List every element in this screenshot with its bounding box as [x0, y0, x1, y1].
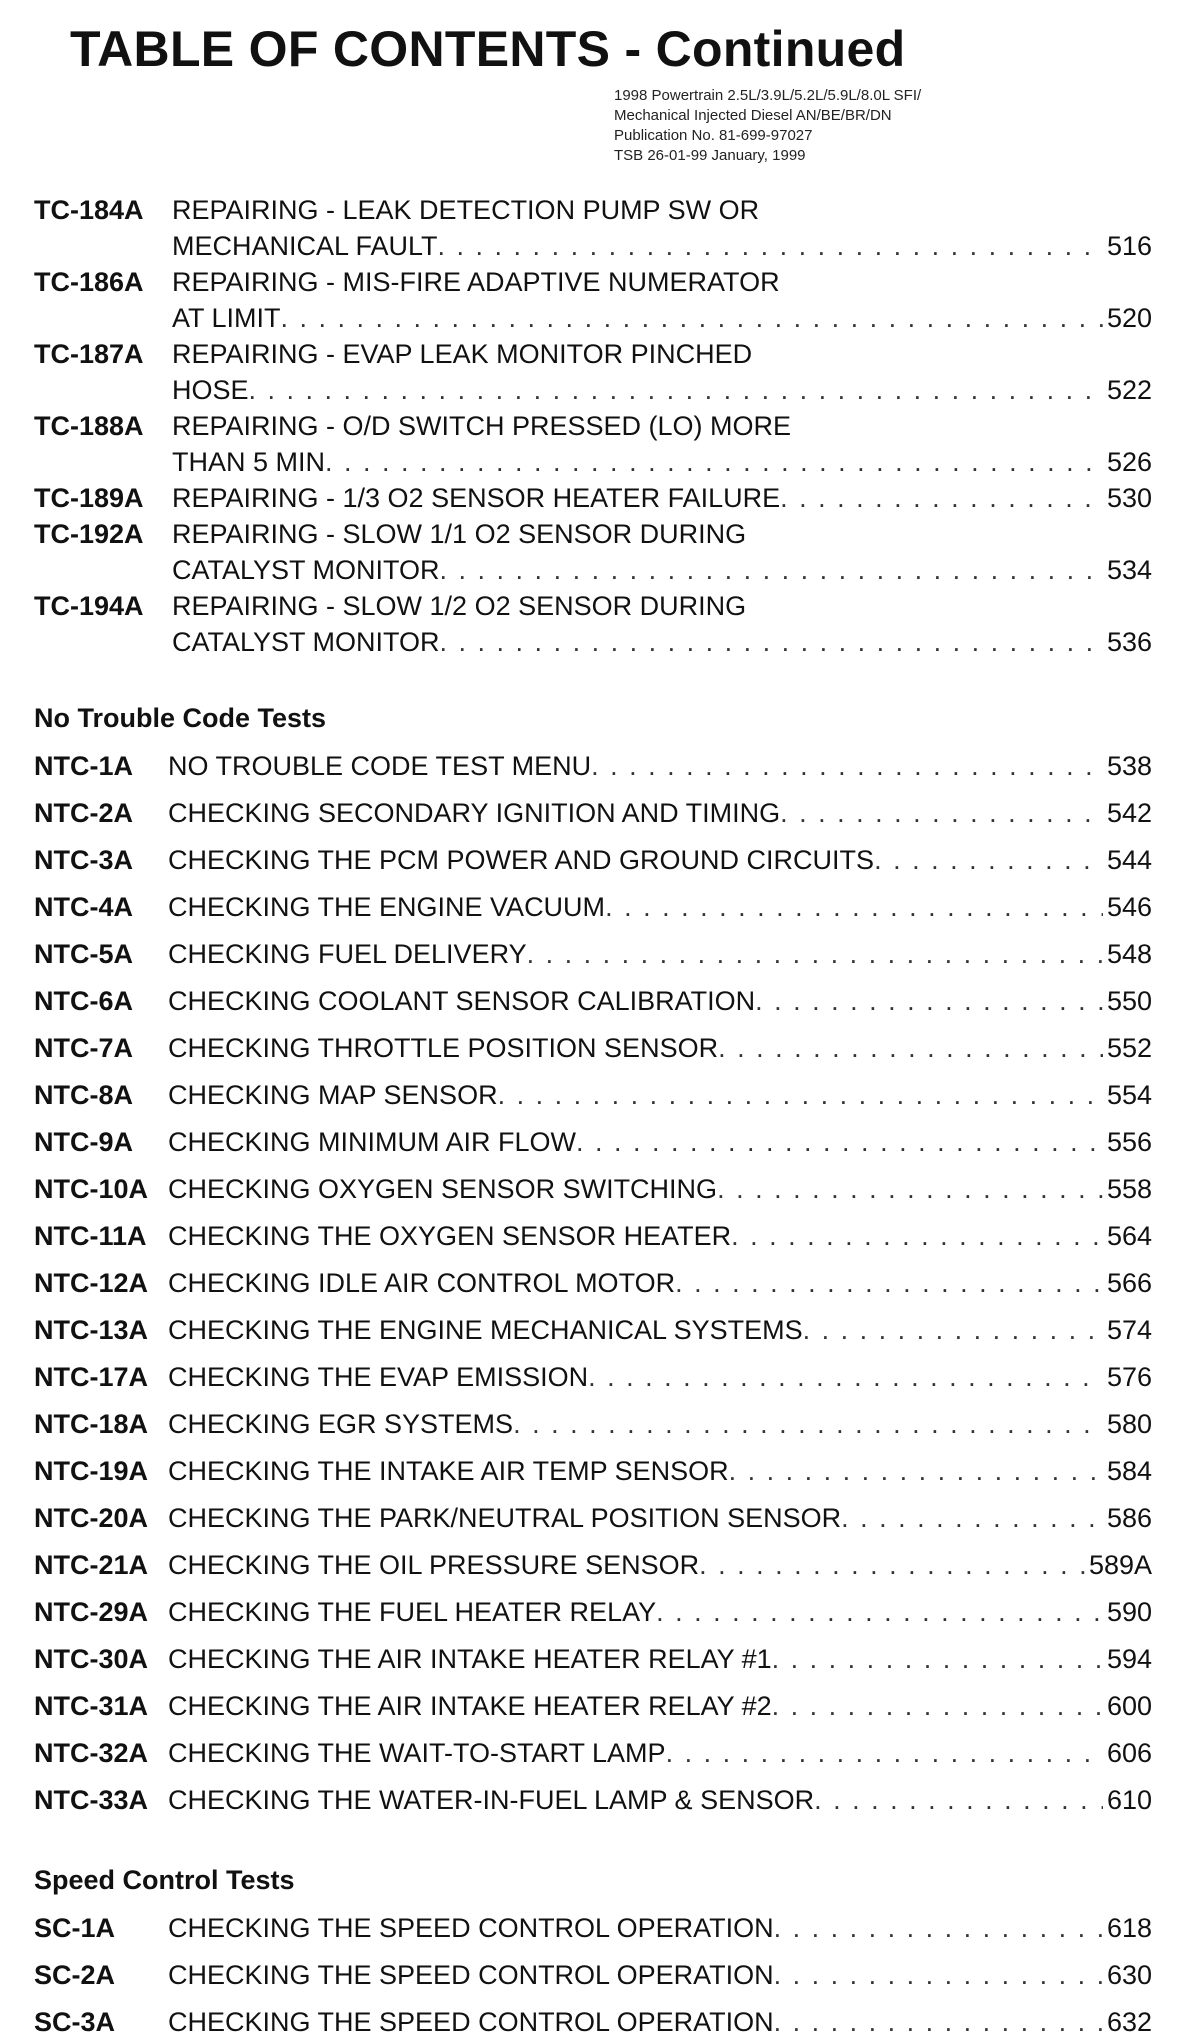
toc-entry-line: [168, 889, 1152, 925]
toc-entry-title: REPAIRING - EVAP LEAK MONITOR PINCHED: [172, 339, 753, 369]
pub-line: 1998 Powertrain 2.5L/3.9L/5.2L/5.9L/8.0L SFI/: [614, 87, 922, 104]
toc-entry-line: [168, 1359, 1152, 1395]
toc-entry-title: NO TROUBLE CODE TEST MENU: [168, 751, 592, 781]
dot-leader: [780, 480, 1103, 516]
toc-entry-line: [168, 1124, 1152, 1160]
dot-leader: [675, 1265, 1103, 1301]
section-heading: No Trouble Code Tests: [34, 703, 327, 733]
toc-entry-title: REPAIRING - O/D SWITCH PRESSED (LO) MORE: [172, 411, 792, 441]
toc-entry-title: CHECKING IDLE AIR CONTROL MOTOR: [168, 1268, 676, 1298]
toc-entry-code: NTC-29A: [34, 1597, 149, 1627]
toc-entry-title: CHECKING MAP SENSOR: [168, 1080, 498, 1110]
toc-page-number: 590: [1106, 1597, 1152, 1627]
toc-page-number: 630: [1106, 1960, 1152, 1990]
dot-leader: [666, 1735, 1103, 1771]
toc-entry-title: THAN 5 MIN: [172, 447, 326, 477]
toc-entry-title: CATALYST MONITOR: [172, 627, 440, 657]
dot-leader: [841, 1500, 1103, 1536]
toc-page-number: 564: [1106, 1221, 1152, 1251]
toc-page-number: 632: [1106, 2007, 1152, 2037]
toc-entry-title: MECHANICAL FAULT: [172, 231, 438, 261]
toc-entry-code: NTC-13A: [34, 1315, 149, 1345]
dot-leader: [774, 1957, 1103, 1993]
toc-entry-code: NTC-2A: [34, 798, 133, 828]
toc-entry-code: NTC-17A: [34, 1362, 149, 1392]
dot-leader: [591, 748, 1103, 784]
toc-page-number: 546: [1106, 892, 1152, 922]
toc-page-number: 556: [1106, 1127, 1152, 1157]
toc-entry-title: CHECKING COOLANT SENSOR CALIBRATION: [168, 986, 756, 1016]
toc-entry-line: [168, 1312, 1152, 1348]
toc-page-number: 520: [1106, 303, 1152, 333]
toc-entry-line: [172, 372, 1152, 408]
toc-entry-line: [168, 1547, 1152, 1583]
dot-leader: [656, 1594, 1103, 1630]
toc-entry-title: REPAIRING - SLOW 1/1 O2 SENSOR DURING: [172, 519, 747, 549]
toc-entry-title: CATALYST MONITOR: [172, 555, 440, 585]
toc-entry-line: [168, 842, 1152, 878]
toc-page-number: 610: [1106, 1785, 1152, 1815]
toc-page-number: 580: [1106, 1409, 1152, 1439]
toc-entry-line: [168, 1030, 1152, 1066]
toc-entry-title: CHECKING THE PCM POWER AND GROUND CIRCUITS: [168, 845, 875, 875]
toc-page-number: 574: [1106, 1315, 1152, 1345]
toc-entry-title: REPAIRING - LEAK DETECTION PUMP SW OR: [172, 195, 760, 225]
toc-page-number: 530: [1106, 483, 1152, 513]
toc-entry-code: NTC-9A: [34, 1127, 133, 1157]
toc-entry-code: TC-194A: [34, 591, 144, 621]
page-title: TABLE OF CONTENTS - Continued: [70, 21, 906, 77]
toc-entry-code: NTC-7A: [34, 1033, 133, 1063]
toc-page-number: 589A: [1088, 1550, 1152, 1580]
toc-entry-title: REPAIRING - 1/3 O2 SENSOR HEATER FAILURE: [172, 483, 781, 513]
dot-leader: [731, 1218, 1103, 1254]
dot-leader: [874, 842, 1103, 878]
toc-entry-code: NTC-21A: [34, 1550, 149, 1580]
toc-page-number: 606: [1106, 1738, 1152, 1768]
dot-leader: [803, 1312, 1103, 1348]
toc-page-number: 618: [1106, 1913, 1152, 1943]
toc-entry-code: NTC-3A: [34, 845, 133, 875]
toc-entry-title: CHECKING THE PARK/NEUTRAL POSITION SENSOR: [168, 1503, 842, 1533]
toc-entry-code: NTC-10A: [34, 1174, 149, 1204]
toc-entry-line: [168, 1957, 1152, 1993]
dot-leader: [440, 624, 1103, 660]
toc-entry-line: [168, 1218, 1152, 1254]
toc-entry-code: NTC-5A: [34, 939, 133, 969]
toc-entry-line: [168, 1641, 1152, 1677]
dot-leader: [774, 1910, 1103, 1946]
dot-leader: [438, 228, 1103, 264]
pub-line: Publication No. 81-699-97027: [614, 127, 813, 144]
toc-entry-title: REPAIRING - MIS-FIRE ADAPTIVE NUMERATOR: [172, 267, 780, 297]
toc-entry-line: [168, 1077, 1152, 1113]
toc-page-number: 576: [1106, 1362, 1152, 1392]
toc-entry-line: [172, 228, 1152, 264]
toc-page-number: 600: [1106, 1691, 1152, 1721]
toc-entry-line: [168, 1688, 1152, 1724]
toc-entry-line: [168, 1265, 1152, 1301]
toc-page-number: 522: [1106, 375, 1152, 405]
pub-line: Mechanical Injected Diesel AN/BE/BR/DN: [614, 107, 892, 124]
toc-page-number: 526: [1106, 447, 1152, 477]
toc-page-number: 552: [1106, 1033, 1152, 1063]
toc-entry-code: NTC-32A: [34, 1738, 149, 1768]
toc-entry-line: [168, 1453, 1152, 1489]
toc-page-number: 536: [1106, 627, 1152, 657]
toc-page-number: 584: [1106, 1456, 1152, 1486]
dot-leader: [498, 1077, 1103, 1113]
dot-leader: [527, 936, 1103, 972]
dot-leader: [780, 795, 1103, 831]
toc-entry-title: CHECKING THE FUEL HEATER RELAY: [168, 1597, 657, 1627]
toc-entry-line: [168, 983, 1152, 1019]
toc-entry-line: [172, 480, 1152, 516]
toc-entry-line: [168, 748, 1152, 784]
toc-entry-line: [172, 444, 1152, 480]
toc-page-number: 534: [1106, 555, 1152, 585]
toc-entry-title: CHECKING THE AIR INTAKE HEATER RELAY #2: [168, 1691, 772, 1721]
toc-entry-title: CHECKING THE SPEED CONTROL OPERATION: [168, 1960, 774, 1990]
toc-page-number: 566: [1106, 1268, 1152, 1298]
toc-entry-title: CHECKING THE EVAP EMISSION: [168, 1362, 589, 1392]
toc-entry-title: REPAIRING - SLOW 1/2 O2 SENSOR DURING: [172, 591, 747, 621]
toc-entry-title: AT LIMIT: [172, 303, 281, 333]
toc-page-number: 516: [1106, 231, 1152, 261]
toc-entry-code: NTC-33A: [34, 1785, 149, 1815]
toc-entry-line: [168, 1406, 1152, 1442]
toc-entry-code: SC-1A: [34, 1913, 116, 1943]
toc-entry-line: [168, 936, 1152, 972]
toc-entry-title: CHECKING OXYGEN SENSOR SWITCHING: [168, 1174, 718, 1204]
toc-entry-code: NTC-30A: [34, 1644, 149, 1674]
dot-leader: [588, 1359, 1103, 1395]
toc-page-number: 544: [1106, 845, 1152, 875]
dot-leader: [281, 300, 1103, 336]
dot-leader: [729, 1453, 1103, 1489]
dot-leader: [755, 983, 1103, 1019]
toc-entry-title: CHECKING EGR SYSTEMS: [168, 1409, 514, 1439]
dot-leader: [576, 1124, 1103, 1160]
toc-page-number: 538: [1106, 751, 1152, 781]
dot-leader: [513, 1406, 1103, 1442]
dot-leader: [249, 372, 1103, 408]
toc-entry-line: [168, 1735, 1152, 1771]
toc-page-number: 542: [1106, 798, 1152, 828]
toc-page-number: 548: [1106, 939, 1152, 969]
toc-entry-title: CHECKING MINIMUM AIR FLOW: [168, 1127, 577, 1157]
dot-leader: [717, 1171, 1103, 1207]
toc-page-number: 594: [1106, 1644, 1152, 1674]
dot-leader: [440, 552, 1103, 588]
toc-entry-code: TC-187A: [34, 339, 144, 369]
toc-entry-title: CHECKING THE WAIT-TO-START LAMP: [168, 1738, 666, 1768]
toc-entry-line: [168, 1594, 1152, 1630]
toc-entry-line: [172, 552, 1152, 588]
toc-entry-line: [168, 1500, 1152, 1536]
dot-leader: [814, 1782, 1103, 1818]
publication-info: [614, 86, 921, 166]
toc-entry-title: CHECKING THE ENGINE MECHANICAL SYSTEMS: [168, 1315, 803, 1345]
toc-entry-code: NTC-4A: [34, 892, 133, 922]
toc-entry-code: NTC-19A: [34, 1456, 149, 1486]
toc-entry-title: HOSE: [172, 375, 249, 405]
dot-leader: [605, 889, 1103, 925]
dot-leader: [718, 1030, 1103, 1066]
toc-entry-title: CHECKING THROTTLE POSITION SENSOR: [168, 1033, 719, 1063]
toc-entry-title: CHECKING THE WATER-IN-FUEL LAMP & SENSOR: [168, 1785, 815, 1815]
toc-entry-code: SC-2A: [34, 1960, 116, 1990]
section-heading: Speed Control Tests: [34, 1865, 295, 1895]
toc-entry-code: NTC-31A: [34, 1691, 149, 1721]
toc-entry-code: NTC-18A: [34, 1409, 149, 1439]
dot-leader: [699, 1547, 1085, 1583]
pub-line: TSB 26-01-99 January, 1999: [614, 147, 806, 164]
toc-entry-title: CHECKING THE OIL PRESSURE SENSOR: [168, 1550, 700, 1580]
dot-leader: [774, 2004, 1103, 2040]
toc-entry-code: TC-188A: [34, 411, 144, 441]
dot-leader: [772, 1641, 1103, 1677]
toc-entry-code: NTC-20A: [34, 1503, 149, 1533]
dot-leader: [325, 444, 1103, 480]
toc-entry-line: [168, 1171, 1152, 1207]
toc-entry-title: CHECKING THE SPEED CONTROL OPERATION: [168, 2007, 774, 2037]
toc-entry-title: CHECKING THE ENGINE VACUUM: [168, 892, 606, 922]
toc-entry-code: TC-184A: [34, 195, 144, 225]
toc-entry-code: NTC-1A: [34, 751, 133, 781]
toc-entry-code: TC-192A: [34, 519, 144, 549]
toc-entry-code: SC-3A: [34, 2007, 116, 2037]
toc-page-number: 586: [1106, 1503, 1152, 1533]
toc-entry-code: TC-186A: [34, 267, 144, 297]
toc-entry-title: CHECKING SECONDARY IGNITION AND TIMING: [168, 798, 781, 828]
toc-entry-title: CHECKING THE SPEED CONTROL OPERATION: [168, 1913, 774, 1943]
toc-entry-title: CHECKING THE AIR INTAKE HEATER RELAY #1: [168, 1644, 772, 1674]
toc-page-number: 558: [1106, 1174, 1152, 1204]
toc-entry-title: CHECKING THE INTAKE AIR TEMP SENSOR: [168, 1456, 729, 1486]
toc-entry-line: [168, 1910, 1152, 1946]
toc-entry-code: NTC-12A: [34, 1268, 149, 1298]
toc-entry-line: [168, 795, 1152, 831]
toc-entry-code: NTC-6A: [34, 986, 133, 1016]
toc-entry-line: [172, 300, 1152, 336]
toc-entry-code: TC-189A: [34, 483, 144, 513]
toc-entry-line: [168, 2004, 1152, 2040]
toc-page-number: 550: [1106, 986, 1152, 1016]
toc-page-number: 554: [1106, 1080, 1152, 1110]
toc-entry-code: NTC-11A: [34, 1221, 147, 1251]
toc-entry-code: NTC-8A: [34, 1080, 133, 1110]
dot-leader: [772, 1688, 1103, 1724]
toc-entry-title: CHECKING FUEL DELIVERY: [168, 939, 527, 969]
toc-entry-line: [168, 1782, 1152, 1818]
toc-entry-title: CHECKING THE OXYGEN SENSOR HEATER: [168, 1221, 732, 1251]
toc-entry-line: [172, 624, 1152, 660]
